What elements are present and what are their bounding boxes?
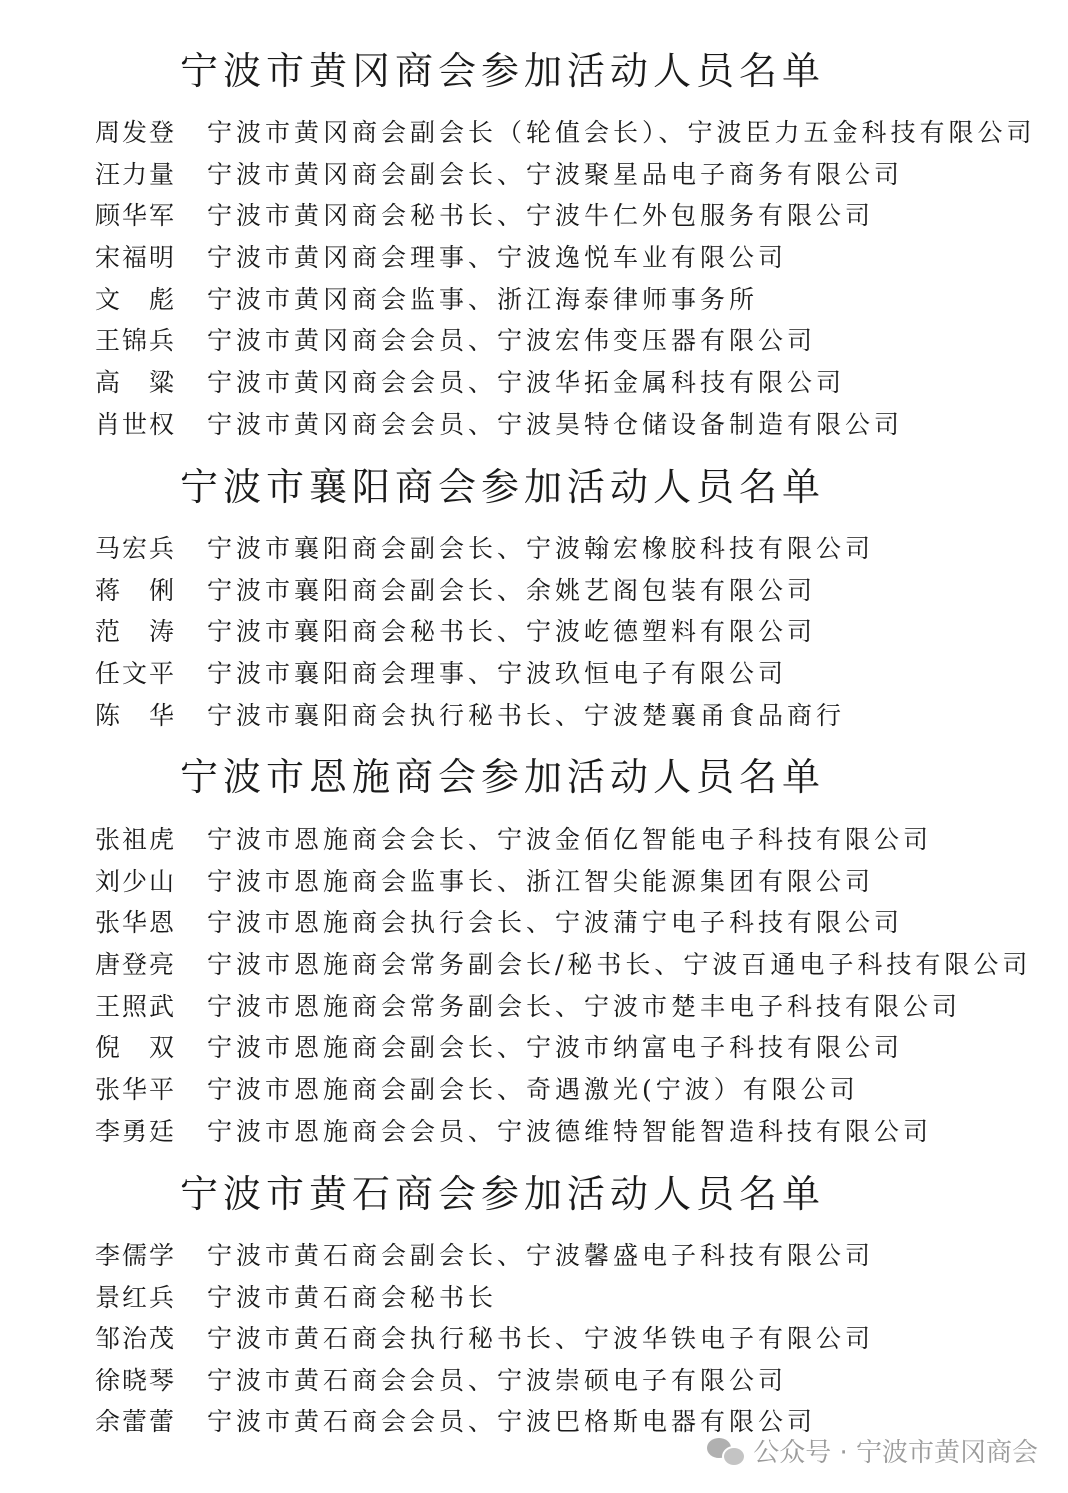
list-item xyxy=(95,1365,787,1397)
list-item xyxy=(95,1032,903,1064)
list-item xyxy=(95,991,961,1023)
member-desc: 宁波市黄石商会副会长、宁波馨盛电子科技有限公司 xyxy=(207,1241,875,1270)
member-name: 张华恩 xyxy=(95,908,177,937)
member-desc: 宁波市襄阳商会秘书长、宁波屹德塑料有限公司 xyxy=(207,617,817,646)
member-desc: 宁波市襄阳商会理事、宁波玖恒电子有限公司 xyxy=(207,659,788,688)
member-name: 张华平 xyxy=(95,1075,177,1104)
list-item xyxy=(95,616,816,648)
member-name: 肖世权 xyxy=(95,410,177,439)
member-name: 宋福明 xyxy=(95,243,177,272)
list-item xyxy=(95,907,903,939)
list-item xyxy=(95,658,787,690)
wechat-icon xyxy=(707,1435,745,1465)
member-desc: 宁波市恩施商会监事长、浙江智尖能源集团有限公司 xyxy=(207,867,875,896)
member-desc: 宁波市黄冈商会会员、宁波宏伟变压器有限公司 xyxy=(207,326,817,355)
member-desc: 宁波市黄冈商会会员、宁波华拓金属科技有限公司 xyxy=(207,368,846,397)
list-item xyxy=(95,117,1036,149)
member-name: 景红兵 xyxy=(95,1283,177,1312)
member-name: 刘少山 xyxy=(95,867,177,896)
member-name: 周发登 xyxy=(95,118,177,147)
list-item xyxy=(95,1282,497,1314)
member-name: 任文平 xyxy=(95,659,177,688)
watermark-text: 公众号 · 宁波市黄冈商会 xyxy=(753,1437,1038,1468)
member-name: 张祖虎 xyxy=(95,825,177,854)
section-title-huanggang: 宁波市黄冈商会参加活动人员名单 xyxy=(180,49,826,93)
member-name: 汪力量 xyxy=(95,160,177,189)
member-name: 倪 双 xyxy=(95,1033,177,1062)
member-desc: 宁波市襄阳商会副会长、余姚艺阁包装有限公司 xyxy=(207,576,817,605)
member-name: 余蕾蕾 xyxy=(95,1407,177,1436)
list-item xyxy=(95,866,874,898)
list-item xyxy=(95,159,903,191)
member-desc: 宁波市黄冈商会会员、宁波昊特仓储设备制造有限公司 xyxy=(207,410,904,439)
list-item xyxy=(95,575,816,607)
member-desc: 宁波市恩施商会常务副会长/秘书长、宁波百通电子科技有限公司 xyxy=(207,950,1032,979)
member-name: 邹治茂 xyxy=(95,1324,177,1353)
member-name: 陈 华 xyxy=(95,701,177,730)
list-item xyxy=(95,533,874,565)
section-title-xiangyang: 宁波市襄阳商会参加活动人员名单 xyxy=(180,465,826,509)
list-item xyxy=(95,367,845,399)
list-item xyxy=(95,824,932,856)
member-desc: 宁波市恩施商会会员、宁波德维特智能智造科技有限公司 xyxy=(207,1117,933,1146)
member-desc: 宁波市黄冈商会秘书长、宁波牛仁外包服务有限公司 xyxy=(207,201,875,230)
list-item xyxy=(95,1116,932,1148)
member-name: 徐晓琴 xyxy=(95,1366,177,1395)
member-name: 李勇廷 xyxy=(95,1117,177,1146)
member-desc: 宁波市恩施商会副会长、奇遇激光(宁波）有限公司 xyxy=(207,1075,859,1104)
member-name: 王照武 xyxy=(95,992,177,1021)
member-desc: 宁波市黄石商会会员、宁波崇硕电子有限公司 xyxy=(207,1366,788,1395)
member-desc: 宁波市恩施商会常务副会长、宁波市楚丰电子科技有限公司 xyxy=(207,992,962,1021)
member-name: 文 彪 xyxy=(95,285,177,314)
member-desc: 宁波市黄冈商会副会长（轮值会长）、宁波臣力五金科技有限公司 xyxy=(207,118,1036,147)
list-item xyxy=(95,1074,859,1106)
member-name: 顾华军 xyxy=(95,201,177,230)
member-desc: 宁波市襄阳商会执行秘书长、宁波楚襄甬食品商行 xyxy=(207,701,846,730)
member-desc: 宁波市黄冈商会副会长、宁波聚星品电子商务有限公司 xyxy=(207,160,904,189)
member-desc: 宁波市恩施商会副会长、宁波市纳富电子科技有限公司 xyxy=(207,1033,904,1062)
member-name: 唐登亮 xyxy=(95,950,177,979)
member-desc: 宁波市黄石商会执行秘书长、宁波华铁电子有限公司 xyxy=(207,1324,875,1353)
member-name: 高 粱 xyxy=(95,368,177,397)
list-item xyxy=(95,1240,874,1272)
member-desc: 宁波市黄冈商会理事、宁波逸悦车业有限公司 xyxy=(207,243,788,272)
section-title-enshi: 宁波市恩施商会参加活动人员名单 xyxy=(180,755,826,799)
member-desc: 宁波市黄石商会会员、宁波巴格斯电器有限公司 xyxy=(207,1407,817,1436)
list-item xyxy=(95,1323,874,1355)
member-name: 王锦兵 xyxy=(95,326,177,355)
list-item xyxy=(95,200,874,232)
member-name: 李儒学 xyxy=(95,1241,177,1270)
watermark xyxy=(707,1432,1038,1468)
member-desc: 宁波市襄阳商会副会长、宁波翰宏橡胶科技有限公司 xyxy=(207,534,875,563)
member-name: 蒋 俐 xyxy=(95,576,177,605)
member-desc: 宁波市恩施商会会长、宁波金佰亿智能电子科技有限公司 xyxy=(207,825,933,854)
list-item xyxy=(95,949,1031,981)
member-name: 马宏兵 xyxy=(95,534,177,563)
member-desc: 宁波市恩施商会执行会长、宁波蒲宁电子科技有限公司 xyxy=(207,908,904,937)
member-desc: 宁波市黄冈商会监事、浙江海泰律师事务所 xyxy=(207,285,759,314)
list-item xyxy=(95,700,845,732)
list-item xyxy=(95,325,816,357)
list-item xyxy=(95,284,758,316)
list-item xyxy=(95,409,903,441)
section-title-huangshi: 宁波市黄石商会参加活动人员名单 xyxy=(180,1172,826,1216)
member-name: 范 涛 xyxy=(95,617,177,646)
member-desc: 宁波市黄石商会秘书长 xyxy=(207,1283,498,1312)
list-item xyxy=(95,242,787,274)
